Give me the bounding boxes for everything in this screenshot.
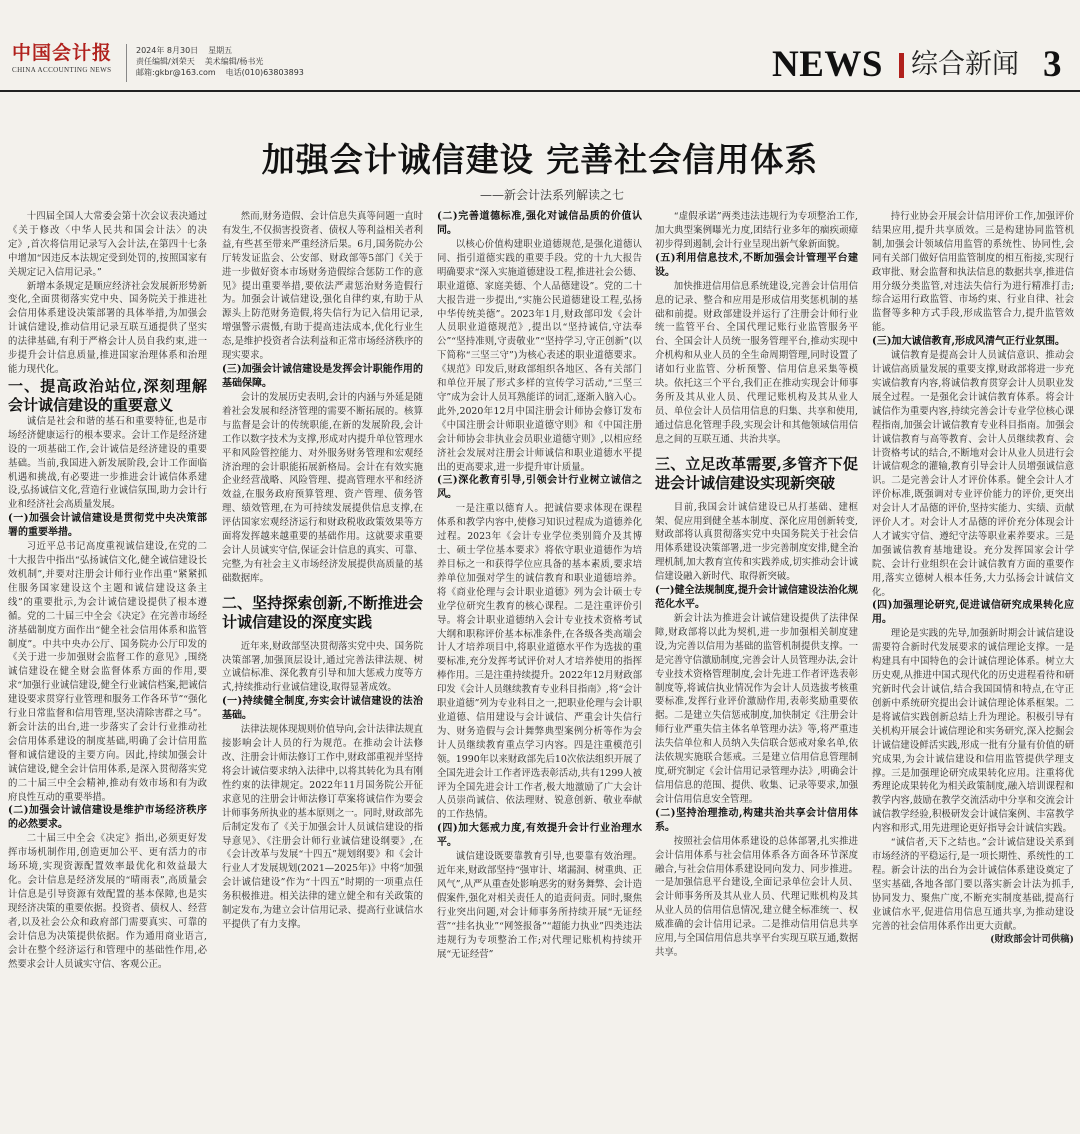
paragraph: 诚信建设既要靠教育引导,也要靠有效治理。近年来,财政部坚持“强审计、堵漏洞、树重典、正风气”,从严从重查处影响恶劣的财务舞弊、会计造假案件,强化对相关责任人的追责问责。同时,聚焦行业突出问题,对会计师事务所持续开展“无证经营”“挂名执业”“网签报备”“超能力执业”四类违法违规行为专项整治工作;对代理记账机构持续开展“无证经营” <box>437 851 642 960</box>
subheading: (三)加大诚信教育,形成风清气正行业氛围。 <box>872 336 1065 348</box>
paragraph: 一是注重以德育人。把诚信要求体现在课程体系和教学内容中,使修习知识过程成为道德养化过程。2023年《会计专业学位类别简介及其博士、硕士学位基本要求》将依守职业道德作为培养目标之一和获得学位应具备的基本素质,要求培养单位加强对学生的诚信教育和职业道德培养。将《商业伦理与会计职业道德》列为会计硕士专业学位研究生教育的核心课程。二是注重评价引导。将会计职业道德纳入会计专业技术资格考试大纲和职称评价基本标准条件,在各级各类高端会计人才培养项目中,将职业道德水平作为选拔的重要标准,充分发挥考试评价对人才培养使用的指挥棒作用。三是注重持续提升。2022年12月财政部印发《会计人员继续教育专业科目指南》,将“会计职业道德”列为专业科目之一,把职业伦理与会计职业道德、信用建设与会计诚信、严重会计失信行为、财务造假与会计舞弊典型案例分析等作为会计人员继续教育重点学习内容。四是注重模范引领。1990年以来财政部先后10次依法组织开展了全国先进会计工作者评选表彰活动,共有1299人被评为全国先进会计工作者,极大地激励了广大会计人员崇尚诚信、依法理财、锐意创新、敬业奉献的工作热情。 <box>437 503 642 821</box>
logo-english: CHINA ACCOUNTING NEWS <box>12 66 112 74</box>
newspaper-logo <box>12 42 120 74</box>
subheading: (二)坚持治理推动,构建共治共享会计信用体系。 <box>655 807 858 833</box>
page-number: 3 <box>1043 44 1062 85</box>
paragraph: 十四届全国人大常委会第十次会议表决通过《关于修改〈中华人民共和国会计法〉的决定》,首次将信用记录写入会计法,在第四十七条中增加“因违反本法规定受到处罚的,按照国家有关规定记入信用记录。” <box>8 211 207 278</box>
issue-meta <box>136 45 314 78</box>
paragraph: 新会计法为推进会计诚信建设提供了法律保障,财政部将以此为契机,进一步加强相关制度建设,为完善以信用为基础的监管机制提供支撑。一是完善守信激励制度,完善会计人员管理办法,会计专业技术资格管理制度,会计先进工作者评选表彰制度等,将诚信执业情况作为会计人员选拔考核重要标准,发挥行业评价激励作用,表彰奖励重要依据。二是建立失信惩戒制度,加快制定《注册会计师行业严重失信主体名单管理办法》等,将严重违法失信单位和人员纳入失信联合惩戒对象名单,依法依规实施联合惩戒。三是建立信用信息管理制度,研究制定《会计信用记录管理办法》,明确会计信用信息的范围、提供、收集、记录等要求,加强会计信用信息安全管理。 <box>655 613 858 805</box>
spacer <box>655 447 858 455</box>
paragraph: 理论是实践的先导,加强新时期会计诚信建设需要符合新时代发展要求的诚信理论支撑。一是构建具有中国特色的会计诚信理论体系。树立大历史观,从推进中国式现代化的历史进程看待和研究新时代会计诚信,结合我国国情和特点,在守正创新中系统研究提出会计诚信理论体系框架。二是将诚信实践创新总结上升为理论。积极引导有关机构开展会计诚信理论和实务研究,深入挖掘会计诚信建设鲜活实践,形成一批有分量有价值的研究成果,为会计诚信建设和信用监管提供学理支撑。三是加强理论研究成果转化应用。注重将优秀理论成果转化为相关政策制度,融入培训课程和教学内容,鼓励在教学交流活动中分享和交流会计诚信教学经验,积极研发会计诚信案例、丰富教学内容和形式,用先进理论更好指导会计诚信实践。 <box>872 628 1074 835</box>
article-column-3 <box>437 210 642 1128</box>
section-bar-icon <box>899 53 904 78</box>
masthead-rule <box>0 90 1080 92</box>
spacer <box>222 632 423 640</box>
issue-date: 2024年 8月30日 <box>136 46 199 55</box>
subheading: (三)深化教育引导,引领会计行业树立诚信之风。 <box>437 475 642 501</box>
masthead <box>0 0 1080 96</box>
section-name: 综合新闻 <box>911 49 1019 80</box>
section-heading: 三、立足改革需要,多管齐下促进会计诚信建设实现新突破 <box>655 454 858 492</box>
article-column-4 <box>655 210 858 1128</box>
news-label: NEWS <box>772 44 883 85</box>
spacer <box>655 493 858 501</box>
paragraph: 诚信是社会和谐的基石和重要特征,也是市场经济健康运行的根本要求。会计工作是经济建设的一项基础工作,会计诚信是经济建设的重要基础。当前,我国进入新发展阶段,会计工作面临机遇和挑战,有必要进一步推进会计诚信体系建设,弘扬诚信文化,营造行业诚信氛围,助力会计行业和经济社会高质量发展。 <box>8 415 207 511</box>
email: 邮箱:gkbr@163.com <box>136 68 216 77</box>
subheading: (四)加大惩戒力度,有效提升会计行业治理水平。 <box>437 823 642 849</box>
paragraph: 诚信教育是提高会计人员诚信意识、推动会计诚信高质量发展的重要支撑,财政部将进一步充实诚信教育内容,将诚信教育贯穿会计人员职业发展全过程。一是强化会计诚信教育体系。将会计诚信作为重要内容,持续完善会计专业学位核心课程指南,加强会计诚信教育专业科目指南。加强会计诚信教育与高等教育、会计人员继续教育、会计资格考试的结合,不断地对会计从业人员进行会计诚信观念的灌输,教育引导会计人员增强诚信意识。二是完善会计人才评价体系。健全会计人才评价标准,既强调对专业评价能力的评价,更突出对会计人才品德的评价,坚持实能力、实绩、贡献评价人才。对会计人才品德的评价充分体现会计人才诚实守信、遵纪守法等职业素养要求。三是加强诚信教育基地建设。充分发挥国家会计学院、会计行业组织在会计诚信教育方面的重要作用,落实立德树人根本任务,大力弘扬会计诚信文化。 <box>872 350 1074 598</box>
paragraph: 然而,财务造假、会计信息失真等问题一直时有发生,不仅损害投资者、债权人等利益相关者利益,有些甚至带来严重经济后果。6月,国务院办公厅转发证监会、公安部、财政部等5部门《关于进一步做好资本市场财务造假综合惩防工作的意见》提出重要举措,要依法严肃惩治财务造假行为。加强会计诚信建设,强化自律约束,有助于从源头上防范财务造假,将失信行为记入信用记录,增强警示震慑,有助于提高违法成本,优化行业生态,是维护投资者合法利益和正常市场经济秩序的现实要求。 <box>222 211 423 362</box>
subheading: (五)利用信息技术,不断加强会计管理平台建设。 <box>655 252 858 278</box>
paragraph: 二十届三中全会《决定》指出,必须更好发挥市场机制作用,创造更加公平、更有活力的市场环境,实现资源配置效率最优化和效益最大化。会计信息是经济发展的“晴雨表”,高质量会计信息是引导资源有效配置的基本保障,也是实现经济决策的重要依据。投资者、债权人、经营者,以及社会公众和政府部门需要真实、可靠的会计信息为决策提供依据。作为通用商业语言,会计在整个经济运行和管理中的基础性作用,必然要求会计人员诚实守信、客观公正。 <box>8 833 207 970</box>
section-heading: 一、提高政治站位,深刻理解会计诚信建设的重要意义 <box>8 376 207 414</box>
article-column-5 <box>872 210 1074 1128</box>
masthead-divider <box>126 44 127 82</box>
paragraph: 加快推进信用信息系统建设,完善会计信用信息的记录、整合和应用是形成信用奖惩机制的基础和前提。财政部建设并运行了注册会计师行业统一监管平台、全国代理记账行业监管服务平台、全国会计人员统一服务管理平台,推动实现中介机构和从业人员的全生命周期管理,同时设置了诸如行业监管、分析预警、信用信息采集等模块。依托这三个平台,我们正在推动实现会计师事务所及其从业人员、代理记账机构及其从业人员、单位会计人员信用信息的归集、共享和使用,通过信息化管理手段,实现会计和其他领域信用信息之间的互联互通、共治共享。 <box>655 280 858 445</box>
subheading: (三)加强会计诚信建设是发挥会计职能作用的基础保障。 <box>222 363 423 389</box>
logo-chinese: 中国会计报 <box>12 42 113 64</box>
subheading: (一)持续健全制度,夯实会计诚信建设的法治基础。 <box>222 696 423 722</box>
article-column-2 <box>222 210 423 1128</box>
paragraph: 法律法规体现规则价值导向,会计法律法规直接影响会计人员的行为规范。在推动会计法修改、注册会计师法修订工作中,财政部重视并坚持将会计诚信要求纳入法律中,以将其转化为具有刚性约束的法律规定。2022年11月国务院公开征求意见的注册会计师法修订草案将诚信作为要会计师事务所执业的基本原则之一。同时,财政部先后制定发布了《关于加强会计人员诚信建设的指导意见》、《注册会计师行业诚信建设纲要》,在《会计改革与发展“十四五”规划纲要》和《会计行业人才发展规划(2021—2025年)》中将“加强会计诚信建设”作为“十四五”时期的一项重点任务积极推进。相关法律的建立健全和有关政策的制定发布,为建立会计信用记录、提高行业诚信水平提供了有力支撑。 <box>222 724 423 930</box>
subheading: (二)加强会计诚信建设是维护市场经济秩序的必然要求。 <box>8 805 207 831</box>
art-editor: 美术编辑/杨书光 <box>204 57 264 66</box>
byline-credit: (财政部会计司供稿) <box>990 934 1074 946</box>
subheading: (二)完善道德标准,强化对诚信品质的价值认同。 <box>437 211 642 236</box>
paragraph: 新增本条规定是顺应经济社会发展新形势新变化,全面贯彻落实党中央、国务院关于推进社会信用体系建设决策部署的具体举措,为加强会计诚信建设,推动信用记录互联互通提供了坚实的法律基础,有利于严格会计人员自我约束,进一步提升会计信息质量,推进国家治理体系和治理能力现代化。 <box>8 280 207 375</box>
paragraph: “虚假承诺”两类违法违规行为专项整治工作,加大典型案例曝光力度,团结行业多年的痼疾顽瘴初步得到遏制,会计行业呈现出新气象新面貌。 <box>655 211 858 250</box>
paragraph: 会计的发展历史表明,会计的内涵与外延是随着社会发展和经济管理的需要不断拓展的。核算与监督是会计的传统职能,在新的发展阶段,会计工作以数字技术为支撑,形成对内提升单位管理水平和风险管控能力、对外服务财务管理和宏观经济治理的会计职能拓展新格局。会计在有效实施企业经营战略、风险管理、提高管理水平和经济效益,在服务政府预算管理、资产管理、债务管理、绩效管理,在为可持续发展提供信息支撑,在评估国家宏观经济运行和财政税收政策效果等方面将发挥越来越重要的基础作用。这就要求重要会计人员诚实守信,保证会计信息的真实、可靠、完整,为有社会主义市场经济发展提供高质量的基础数据库。 <box>222 391 423 584</box>
section-heading: 二、坚持探索创新,不断推进会计诚信建设的深度实践 <box>222 593 423 631</box>
editor: 责任编辑/刘荣天 <box>136 57 195 66</box>
paragraph: “诚信者,天下之结也。”会计诚信建设关系到市场经济的平稳运行,是一项长期性、系统性的工程。新会计法的出台为会计诚信体系建设奠定了坚实基础,各地各部门要以落实新会计法为抓手,协同发力、聚焦广度,不断充实制度基础,提高行业诚信水平,促进信用信息互通共享,为推动建设完善的社会信用体系作出更大贡献。 <box>872 837 1074 932</box>
issue-weekday: 星期五 <box>208 46 233 55</box>
subheading: (一)健全法规制度,提升会计诚信建设法治化规范化水平。 <box>655 585 858 611</box>
paragraph: 近年来,财政部坚决贯彻落实党中央、国务院决策部署,加强顶层设计,通过完善法律法规、树立诚信标准、深化教育引导和加大惩戒力度等方式,持续推动行业诚信建设,取得显著成效。 <box>222 640 423 694</box>
paragraph: 持行业协会开展会计信用评价工作,加强评价结果应用,提升共享质效。三是构建协同监管机制,加强会计领域信用监管的系统性、协同性,会同有关部门做好信用监管制度的相互衔接,实现行政审批、财会监督和执法信息的数据共享,推进信用分级分类监管,对违法失信行为进行精准打击;综合运用行政监管、市场约束、行业自律、社会监督等多种方式手段,形成监管合力,提升监管效能。 <box>872 211 1074 334</box>
paragraph: 目前,我国会计诚信建设已从打基础、建框架、促应用到健全基本制度、深化应用创新转变,财政部将认真贯彻落实党中央国务院关于社会信用体系建设决策部署,进一步完善制度安排,健全治理机制,加大教育宣传和实践养成,切实推动会计诚信建设融入新时代、取得新突破。 <box>655 501 858 583</box>
paragraph: 按照社会信用体系建设的总体部署,扎实推进会计信用体系与社会信用体系各方面各环节深度融合,与社会信用体系建设同向发力、同步推进。一是加强信息平台建设,全面记录单位会计人员、会计师事务所及其从业人员、代理记账机构及其从业人员的信用信息情况,建立健全标准统一、权威准确的会计信用记录。二是推动信用信息共享应用,与全国信用信息共享平台实现互联互通,数据共享。 <box>655 835 858 958</box>
article-title: 加强会计诚信建设 完善社会信用体系 <box>261 140 819 179</box>
subheading: (四)加强理论研究,促进诚信研究成果转化应用。 <box>872 600 1074 626</box>
subheading: (一)加强会计诚信建设是贯彻党中央决策部署的重要举措。 <box>8 513 207 539</box>
phone: 电话(010)63803893 <box>225 68 304 77</box>
paragraph: 习近平总书记高度重视诚信建设,在党的二十大报告中指出“弘扬诚信文化,健全诚信建设长效机制”,并要对注册会计师行业作出重“紧紧抓住服务国家建设这个主题和诚信建设这条主线”的重要批示,为会计诚信建设提供了根本遵循。党的二十届三中全会《决定》在完善市场经济基础制度方面作出“健全社会信用体系和监管制度”。中共中央办公厅、国务院办公厅印发的《关于进一步加强财会监督工作的意见》,围绕诚信建设在健全财会监督体系方面的作用,要求“加强行业诚信建设,健全行业诚信档案,把诚信建设要求贯穿行业管理和服务工作各环节”“强化行业日常监督和信用管理,坚决清除害群之马”。新会计法的出台,进一步落实了会计行业推动社会信用体系建设的制度基础,明确了会计信用监督和诚信建设的主要方向。因此,持续加强会计诚信建设,健全会计信用体系,是深入贯彻落实党的二十届三中全会精神,推动有效市场和有为政府良性互动的重要举措。 <box>8 541 207 803</box>
paragraph: 以核心价值构建职业道德规范,是强化道德认同、指引道德实践的重要手段。党的十九大报告明确要求“深入实施道德建设工程,推进社会公德、职业道德、家庭美德、个人品德建设”。党的二十大报告进一步提出,“实施公民道德建设工程,弘扬中华传统美德”。2023年1月,财政部印发《会计人员职业道德规范》,提出以“坚持诚信,守法奉公”“坚持准则,守责敬业”“坚持学习,守正创新”(以下简称“三坚三守”)为核心表述的职业道德要求。《规范》印发后,财政部组织各地区、各有关部门和单位开展了形式多样的宣传学习活动,“三坚三守”成为会计人员耳熟能详的词汇,逐渐入脑入心。此外,2020年12月中国注册会计师协会修订发布《中国注册会计师职业道德守则》和《中国注册会计师协会非执业会员职业道德守则》,以相应经济社会发展对注册会计师诚信和职业道德水平提出的更高要求,进一步提升审计质量。 <box>437 239 642 473</box>
article-column-1 <box>8 210 207 1128</box>
spacer <box>222 586 423 594</box>
article-subtitle: ——新会计法系列解读之七 <box>480 188 625 202</box>
